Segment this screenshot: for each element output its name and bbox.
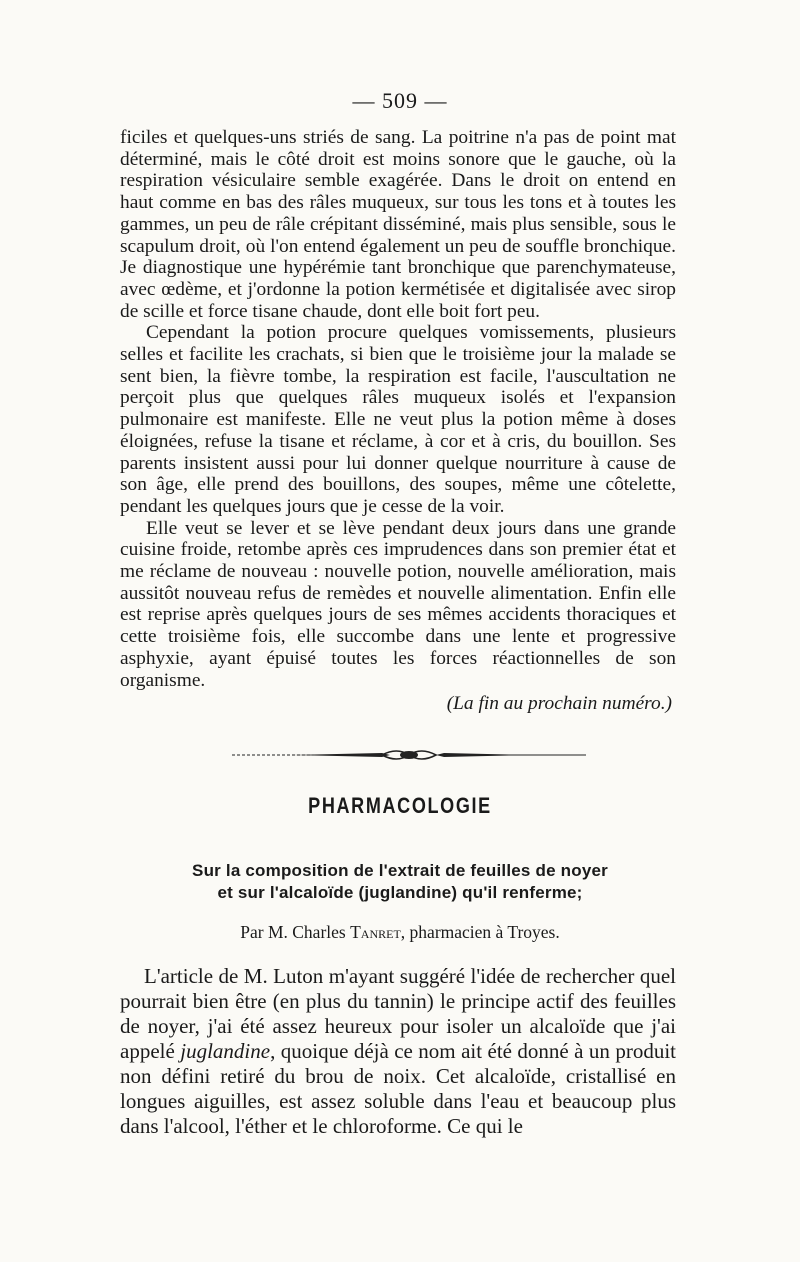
paragraph-1: ficiles et quelques-uns striés de sang. La poitrine n'a pas de point mat déterminé, mais le côté droit est moins sonore que le gauche, où la respiration vésiculaire semble exagérée. Dans le droit on entend en haut comme en bas des râles muqueux, sur tous les tons et à toutes les gammes, un peu de râle crépitant disséminé, mais plus sensible, sous le scapulum droit, où l'on entend également un peu de souffle bronchique. Je diagnostique une hypérémie tant bronchique que parenchymateuse, avec œdème, et j'ordonne la potion kermétisée et digitalisée avec sirop de scille et force tisane chaude, dont elle boit fort peu. bbox=[120, 127, 676, 322]
paragraph-2: Cependant la potion procure quelques vomissements, plusieurs selles et facilite les crachats, si bien que le troisième jour la malade se sent bien, la fièvre tombe, la respiration est facile, l'auscultation ne perçoit plus que quelques râles muqueux isolés et l'expansion pulmonaire est manifeste. Elle ne veut plus la potion même à doses éloignées, refuse la tisane et réclame, à cor et à cris, du bouillon. Ses parents insistent aussi pour lui donner quelque nourriture à cause de son âge, elle prend des bouillons, des soupes, même une côtelette, pendant les quelques jours que je cesse de la voir. bbox=[120, 322, 676, 517]
section-title: PHARMACOLOGIE bbox=[308, 793, 492, 818]
body-text-end: , quoique déjà ce nom ait été donné à un produit non défini retiré du brou de noix. Cet alcaloïde, cristallisé en longues aiguilles, est assez soluble dans l'eau et beaucoup plus dans l'alcool, l'éther et le chloroforme. Ce qui le bbox=[120, 1039, 676, 1138]
byline-suffix: , pharmacien à Troyes. bbox=[400, 922, 560, 942]
article-title bbox=[140, 860, 660, 904]
page-number: — 509 — bbox=[352, 88, 448, 113]
continuation-note: (La fin au prochain numéro.) bbox=[446, 693, 672, 715]
article-body bbox=[120, 964, 676, 1139]
author-surname: Tanret bbox=[350, 922, 401, 942]
continued-article bbox=[120, 127, 676, 715]
byline-prefix: Par M. Charles bbox=[240, 922, 346, 942]
article-paragraph-1 bbox=[120, 964, 676, 1139]
paragraph-3: Elle veut se lever et se lève pendant deux jours dans une grande cuisine froide, retombe après ces imprudences dans son premier état et me réclame de nouveau : nouvelle potion, nouvelle amélioration, mais aussitôt nouveau refus de remèdes et nouvelle alimentation. Enfin elle est reprise après quelques jours de ses mêmes accidents thoraciques et cette troisième fois, elle succombe dans une lente et progressive asphyxie, ayant épuisé toutes les forces réactionnelles de son organisme. bbox=[120, 517, 676, 691]
article-title-line-1: Sur la composition de l'extrait de feuilles de noyer bbox=[192, 861, 608, 880]
body-text-start: L'article de M. Luton m'ayant suggéré l'idée de rechercher quel pourrait bien être (en plus du tannin) le principe actif des feuilles de noyer, j'ai été assez heureux pour isoler un alcaloïde que j'ai appelé bbox=[120, 964, 676, 1063]
byline bbox=[0, 922, 800, 943]
ornamental-rule bbox=[232, 744, 586, 766]
article-title-line-2: et sur l'alcaloïde (juglandine) qu'il renferme; bbox=[217, 883, 583, 902]
body-italic-term: juglandine bbox=[180, 1039, 271, 1063]
